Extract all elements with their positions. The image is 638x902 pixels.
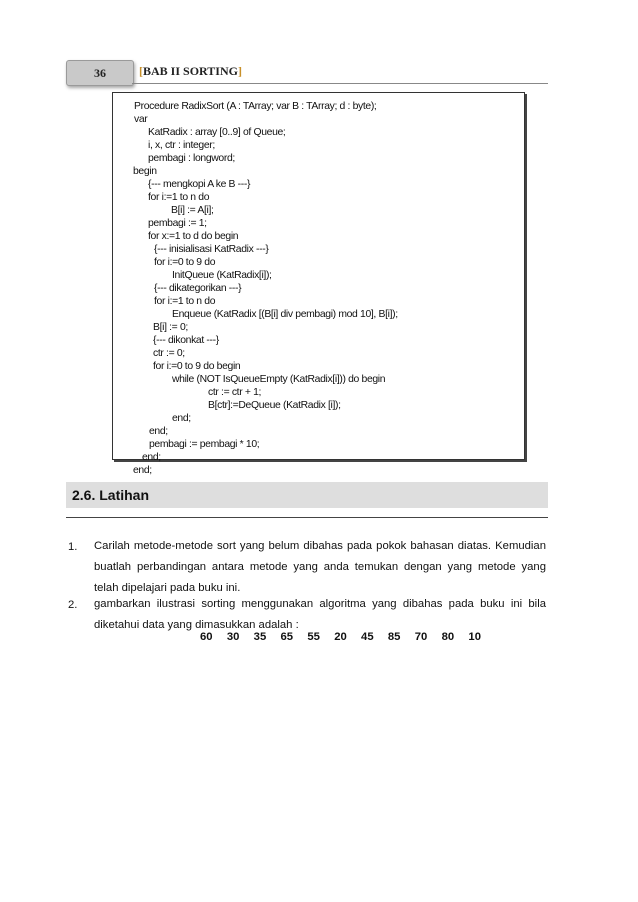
code-line: for i:=1 to n do xyxy=(154,296,216,307)
section-title: 2.6. Latihan xyxy=(72,487,150,503)
code-line: ctr := 0; xyxy=(153,348,185,359)
header-divider xyxy=(132,83,548,84)
code-line: begin xyxy=(133,166,157,177)
chapter-bracket-close: ] xyxy=(237,64,242,78)
code-line: {--- dikonkat ---} xyxy=(153,335,219,346)
code-line: {--- inisialisasi KatRadix ---} xyxy=(154,244,269,255)
input-data-values: 60 30 35 65 55 20 45 85 70 80 10 xyxy=(200,631,481,643)
code-line: for x:=1 to d do begin xyxy=(148,231,239,242)
code-line: pembagi := 1; xyxy=(148,218,207,229)
code-line: for i:=1 to n do xyxy=(148,192,210,203)
code-line: {--- mengkopi A ke B ---} xyxy=(148,179,251,190)
code-line: for i:=0 to 9 do xyxy=(154,257,216,268)
code-listing-box xyxy=(112,92,525,476)
code-line: pembagi : longword; xyxy=(148,153,235,164)
code-line: for i:=0 to 9 do begin xyxy=(153,361,241,372)
code-line: ctr := ctr + 1; xyxy=(208,387,262,398)
code-line: Enqueue (KatRadix [(B[i] div pembagi) mod 10], B[i]); xyxy=(172,309,398,320)
code-line: InitQueue (KatRadix[i]); xyxy=(172,270,272,281)
code-line: end; xyxy=(172,413,191,424)
page-number: 36 xyxy=(94,65,106,80)
code-line: end; xyxy=(149,426,168,437)
code-line: i, x, ctr : integer; xyxy=(148,140,215,151)
section-divider xyxy=(66,517,548,518)
code-line: B[i] := 0; xyxy=(153,322,188,333)
code-line: end; xyxy=(142,452,161,463)
section-heading-bar xyxy=(66,482,548,508)
code-line: B[i] := A[i]; xyxy=(171,205,214,216)
exercise-text: gambarkan ilustrasi sorting menggunakan algoritma yang dibahas pada buku ini bila diketahui data yang dimasukkan adalah : xyxy=(94,598,546,631)
code-line: var xyxy=(134,114,148,125)
code-line: B[ctr]:=DeQueue (KatRadix [i]); xyxy=(208,400,341,411)
code-line: pembagi := pembagi * 10; xyxy=(149,439,260,450)
code-line: Procedure RadixSort (A : TArray; var B : TArray; d : byte); xyxy=(134,101,377,112)
exercise-number: 2. xyxy=(68,599,78,611)
code-line: KatRadix : array [0..9] of Queue; xyxy=(148,127,286,138)
exercise-text: Carilah metode-metode sort yang belum dibahas pada pokok bahasan diatas. Kemudian buatlah perbandingan antara metode yang anda temukan dengan yang metode yang telah dipelajari pada buku ini. xyxy=(94,540,546,594)
exercise-number: 1. xyxy=(68,541,78,553)
chapter-bracket-open: [ xyxy=(139,64,143,78)
code-line: {--- dikategorikan ---} xyxy=(154,283,242,294)
code-line: while (NOT IsQueueEmpty (KatRadix[i])) do begin xyxy=(172,374,386,385)
code-line: end; xyxy=(133,465,152,476)
page-number-tab xyxy=(66,60,134,86)
chapter-header xyxy=(139,64,242,79)
chapter-title: BAB II SORTING xyxy=(143,64,238,78)
